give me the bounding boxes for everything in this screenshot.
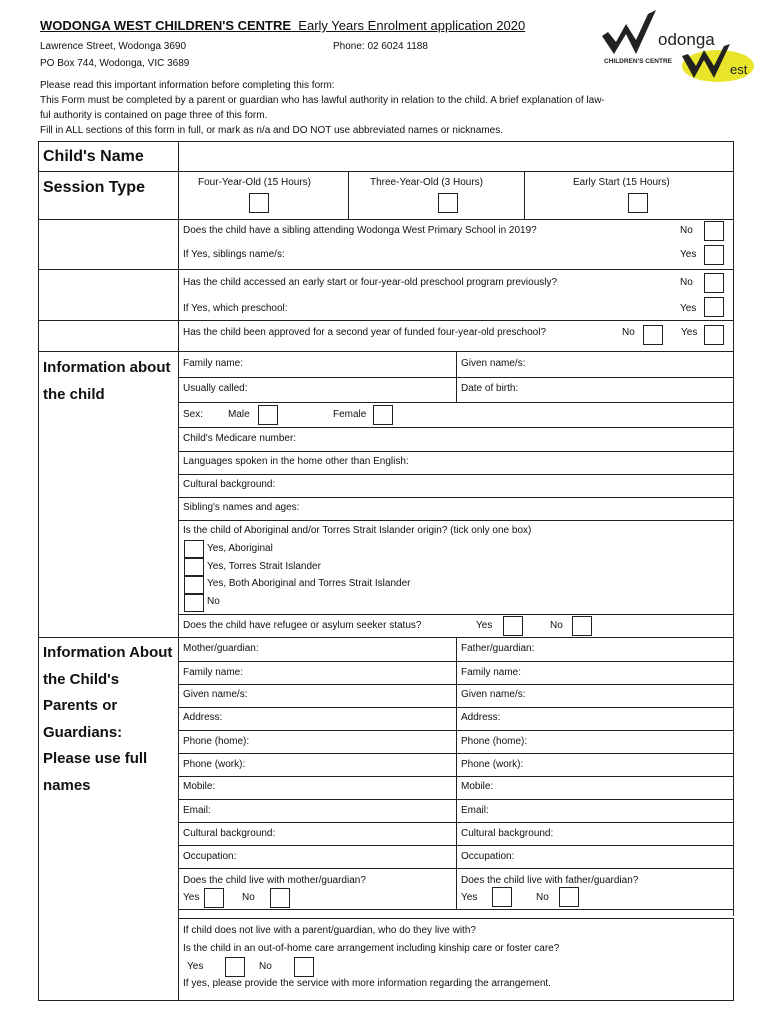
phone-number: Phone: 02 6024 1188 — [333, 41, 428, 52]
father-cultural: Cultural background: — [461, 828, 554, 839]
sibling-no-checkbox[interactable] — [704, 221, 724, 241]
preschool-no-label: No — [680, 277, 693, 288]
address-line-2: PO Box 744, Wodonga, VIC 3689 — [40, 58, 190, 69]
refugee-question: Does the child have refugee or asylum seeker status? — [183, 620, 422, 631]
live-mother-yes-label: Yes — [183, 892, 200, 903]
second-year-question: Has the child been approved for a second year of funded four-year-old preschool? — [183, 327, 547, 338]
child-male-label: Male — [228, 409, 250, 420]
child-languages-label: Languages spoken in the home other than English: — [183, 456, 409, 467]
session-checkbox-early-start[interactable] — [628, 193, 648, 213]
live-father-yes-label: Yes — [461, 892, 478, 903]
atsi-torres-strait-label: Yes, Torres Strait Islander — [207, 561, 321, 572]
second-year-yes-checkbox[interactable] — [704, 325, 724, 345]
mother-header: Mother/guardian: — [183, 643, 259, 654]
form-title-bold: WODONGA WEST CHILDREN'S CENTRE — [40, 18, 292, 33]
child-name-label: Child's Name — [43, 148, 144, 165]
parents-section-label: Information About the Child's Parents or Guardians: Please use full names — [43, 644, 173, 794]
child-female-checkbox[interactable] — [373, 405, 393, 425]
session-checkbox-three-year-old[interactable] — [438, 193, 458, 213]
mother-given-names: Given name/s: — [183, 689, 248, 700]
session-option-three-year-old: Three-Year-Old (3 Hours) — [370, 177, 484, 188]
form-title — [40, 18, 525, 34]
atsi-aboriginal-checkbox[interactable] — [184, 540, 204, 558]
father-occupation: Occupation: — [461, 851, 515, 862]
child-sex-label: Sex: — [183, 409, 204, 420]
child-family-name-label: Family name: — [183, 358, 244, 369]
mother-occupation: Occupation: — [183, 851, 237, 862]
logo-w-mark — [602, 10, 656, 54]
session-checkbox-four-year-old[interactable] — [249, 193, 269, 213]
child-given-names-label: Given name/s: — [461, 358, 526, 369]
form-title-rest: Early Years Enrolment application 2020 — [298, 18, 526, 33]
father-mobile: Mobile: — [461, 781, 494, 792]
address-line-1: Lawrence Street, Wodonga 3690 — [40, 41, 187, 52]
logo-word-odonga: odonga — [658, 30, 715, 49]
father-given-names: Given name/s: — [461, 689, 526, 700]
preschool-which-label: If Yes, which preschool: — [183, 303, 288, 314]
mother-family-name: Family name: — [183, 667, 244, 678]
child-dob-label: Date of birth: — [461, 383, 519, 394]
live-mother-yes-checkbox[interactable] — [204, 888, 224, 908]
atsi-no-checkbox[interactable] — [184, 594, 204, 612]
care-no-label: No — [259, 961, 272, 972]
sibling-question: Does the child have a sibling attending Wodonga West Primary School in 2019? — [183, 225, 537, 236]
child-medicare-label: Child's Medicare number: — [183, 433, 297, 444]
intro-line-3: ful authority is contained on page three of this form. — [40, 110, 268, 121]
preschool-yes-checkbox[interactable] — [704, 297, 724, 317]
care-no-checkbox[interactable] — [294, 957, 314, 977]
sibling-yes-checkbox[interactable] — [704, 245, 724, 265]
atsi-torres-strait-checkbox[interactable] — [184, 558, 204, 576]
second-year-no-label: No — [622, 327, 635, 338]
live-father-no-checkbox[interactable] — [559, 887, 579, 907]
care-yes-checkbox[interactable] — [225, 957, 245, 977]
refugee-no-checkbox[interactable] — [572, 616, 592, 636]
living-who-question: If child does not live with a parent/guardian, who do they live with? — [183, 925, 476, 936]
refugee-yes-label: Yes — [476, 620, 493, 631]
intro-line-1: Please read this important information before completing this form: — [40, 80, 335, 91]
sibling-no-label: No — [680, 225, 693, 236]
mother-phone-work: Phone (work): — [183, 759, 246, 770]
atsi-both-checkbox[interactable] — [184, 576, 204, 594]
father-phone-home: Phone (home): — [461, 736, 528, 747]
refugee-yes-checkbox[interactable] — [503, 616, 523, 636]
sibling-yes-label: Yes — [680, 249, 697, 260]
intro-line-4: Fill in ALL sections of this form in full, or mark as n/a and DO NOT use abbreviated names or nicknames. — [40, 125, 503, 136]
child-male-checkbox[interactable] — [258, 405, 278, 425]
father-email: Email: — [461, 805, 489, 816]
live-mother-question: Does the child live with mother/guardian? — [183, 875, 366, 886]
child-usually-called-label: Usually called: — [183, 383, 248, 394]
live-father-no-label: No — [536, 892, 549, 903]
care-info-text: If yes, please provide the service with more information regarding the arrangement. — [183, 978, 551, 989]
out-of-home-care-question: Is the child in an out-of-home care arrangement including kinship care or foster care? — [183, 943, 560, 954]
child-female-label: Female — [333, 409, 367, 420]
child-name-input[interactable] — [180, 143, 732, 170]
second-year-yes-label: Yes — [681, 327, 698, 338]
mother-address: Address: — [183, 712, 223, 723]
mother-mobile: Mobile: — [183, 781, 216, 792]
intro-line-2: This Form must be completed by a parent or guardian who has lawful authority in relation to the child. A brief explanation of law- — [40, 95, 605, 106]
child-cultural-label: Cultural background: — [183, 479, 276, 490]
atsi-both-label: Yes, Both Aboriginal and Torres Strait Islander — [207, 578, 411, 589]
mother-phone-home: Phone (home): — [183, 736, 250, 747]
father-phone-work: Phone (work): — [461, 759, 524, 770]
father-header: Father/guardian: — [461, 643, 535, 654]
second-year-no-checkbox[interactable] — [643, 325, 663, 345]
sibling-names-label: If Yes, siblings name/s: — [183, 249, 285, 260]
atsi-no-label: No — [207, 596, 220, 607]
father-address: Address: — [461, 712, 501, 723]
preschool-yes-label: Yes — [680, 303, 697, 314]
logo-word-est: est — [730, 62, 748, 77]
child-info-section-label: Information about the child — [43, 359, 171, 403]
preschool-question: Has the child accessed an early start or four-year-old preschool program previously? — [183, 277, 558, 288]
live-father-question: Does the child live with father/guardian? — [461, 875, 639, 886]
live-father-yes-checkbox[interactable] — [492, 887, 512, 907]
refugee-no-label: No — [550, 620, 563, 631]
session-type-label: Session Type — [43, 179, 145, 196]
preschool-no-checkbox[interactable] — [704, 273, 724, 293]
care-yes-label: Yes — [187, 961, 204, 972]
atsi-question: Is the child of Aboriginal and/or Torres Strait Islander origin? (tick only one box) — [183, 525, 532, 536]
session-option-early-start: Early Start (15 Hours) — [573, 177, 670, 188]
mother-email: Email: — [183, 805, 211, 816]
child-siblings-label: Sibling's names and ages: — [183, 502, 300, 513]
logo-subtitle: CHILDREN'S CENTRE — [604, 58, 672, 65]
session-option-four-year-old: Four-Year-Old (15 Hours) — [198, 177, 312, 188]
mother-cultural: Cultural background: — [183, 828, 276, 839]
atsi-aboriginal-label: Yes, Aboriginal — [207, 543, 273, 554]
father-family-name: Family name: — [461, 667, 522, 678]
live-mother-no-label: No — [242, 892, 255, 903]
live-mother-no-checkbox[interactable] — [270, 888, 290, 908]
